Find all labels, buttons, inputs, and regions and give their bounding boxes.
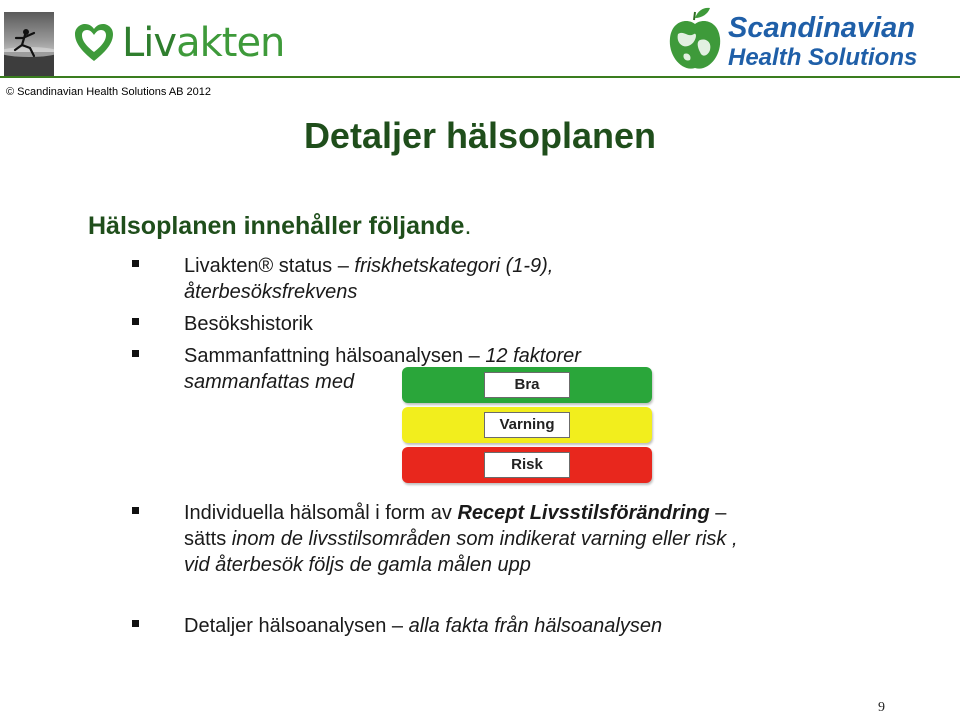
bullet-square-icon	[132, 350, 139, 357]
scandinavian-health-solutions-logo	[664, 4, 960, 76]
status-label: Risk	[484, 452, 570, 478]
status-level-risk	[402, 447, 652, 483]
apple-globe-icon	[664, 4, 726, 74]
runner-silhouette-icon	[4, 12, 54, 76]
livakten-logo	[72, 18, 284, 68]
status-label: Bra	[484, 372, 570, 398]
list-item: Individuella hälsomål i form av Recept Livsstilsförändring – sätts inom de livsstilsområden som indikerat varning eller risk , vid återbesök följs de gamla målen upp	[184, 500, 744, 578]
status-level-varning	[402, 407, 652, 443]
status-label: Varning	[484, 412, 570, 438]
list-item: Besökshistorik	[184, 311, 624, 337]
bullet-square-icon	[132, 318, 139, 325]
header-divider	[0, 76, 960, 78]
heart-logo-icon	[72, 21, 116, 65]
list-item: Sammanfattning hälsoanalysen – 12 faktorer sammanfattas med	[184, 343, 654, 395]
livakten-wordmark: Livakten	[122, 20, 285, 66]
shs-logo-line1: Scandinavian	[728, 12, 915, 44]
list-item: Detaljer hälsoanalysen – alla fakta från hälsoanalysen	[184, 613, 784, 639]
copyright-notice: © Scandinavian Health Solutions AB 2012	[6, 86, 212, 98]
page-title: Detaljer hälsoplanen	[303, 115, 657, 156]
shs-logo-line2: Health Solutions	[728, 44, 918, 71]
status-level-bra	[402, 367, 652, 403]
intro-heading: Hälsoplanen innehåller följande.	[88, 212, 472, 240]
bullet-square-icon	[132, 620, 139, 627]
header-photo	[4, 12, 54, 76]
bullet-square-icon	[132, 260, 139, 267]
list-item: Livakten® status – friskhetskategori (1-9), återbesöksfrekvens	[184, 253, 624, 305]
bullet-square-icon	[132, 507, 139, 514]
page-number: 9	[878, 700, 885, 715]
